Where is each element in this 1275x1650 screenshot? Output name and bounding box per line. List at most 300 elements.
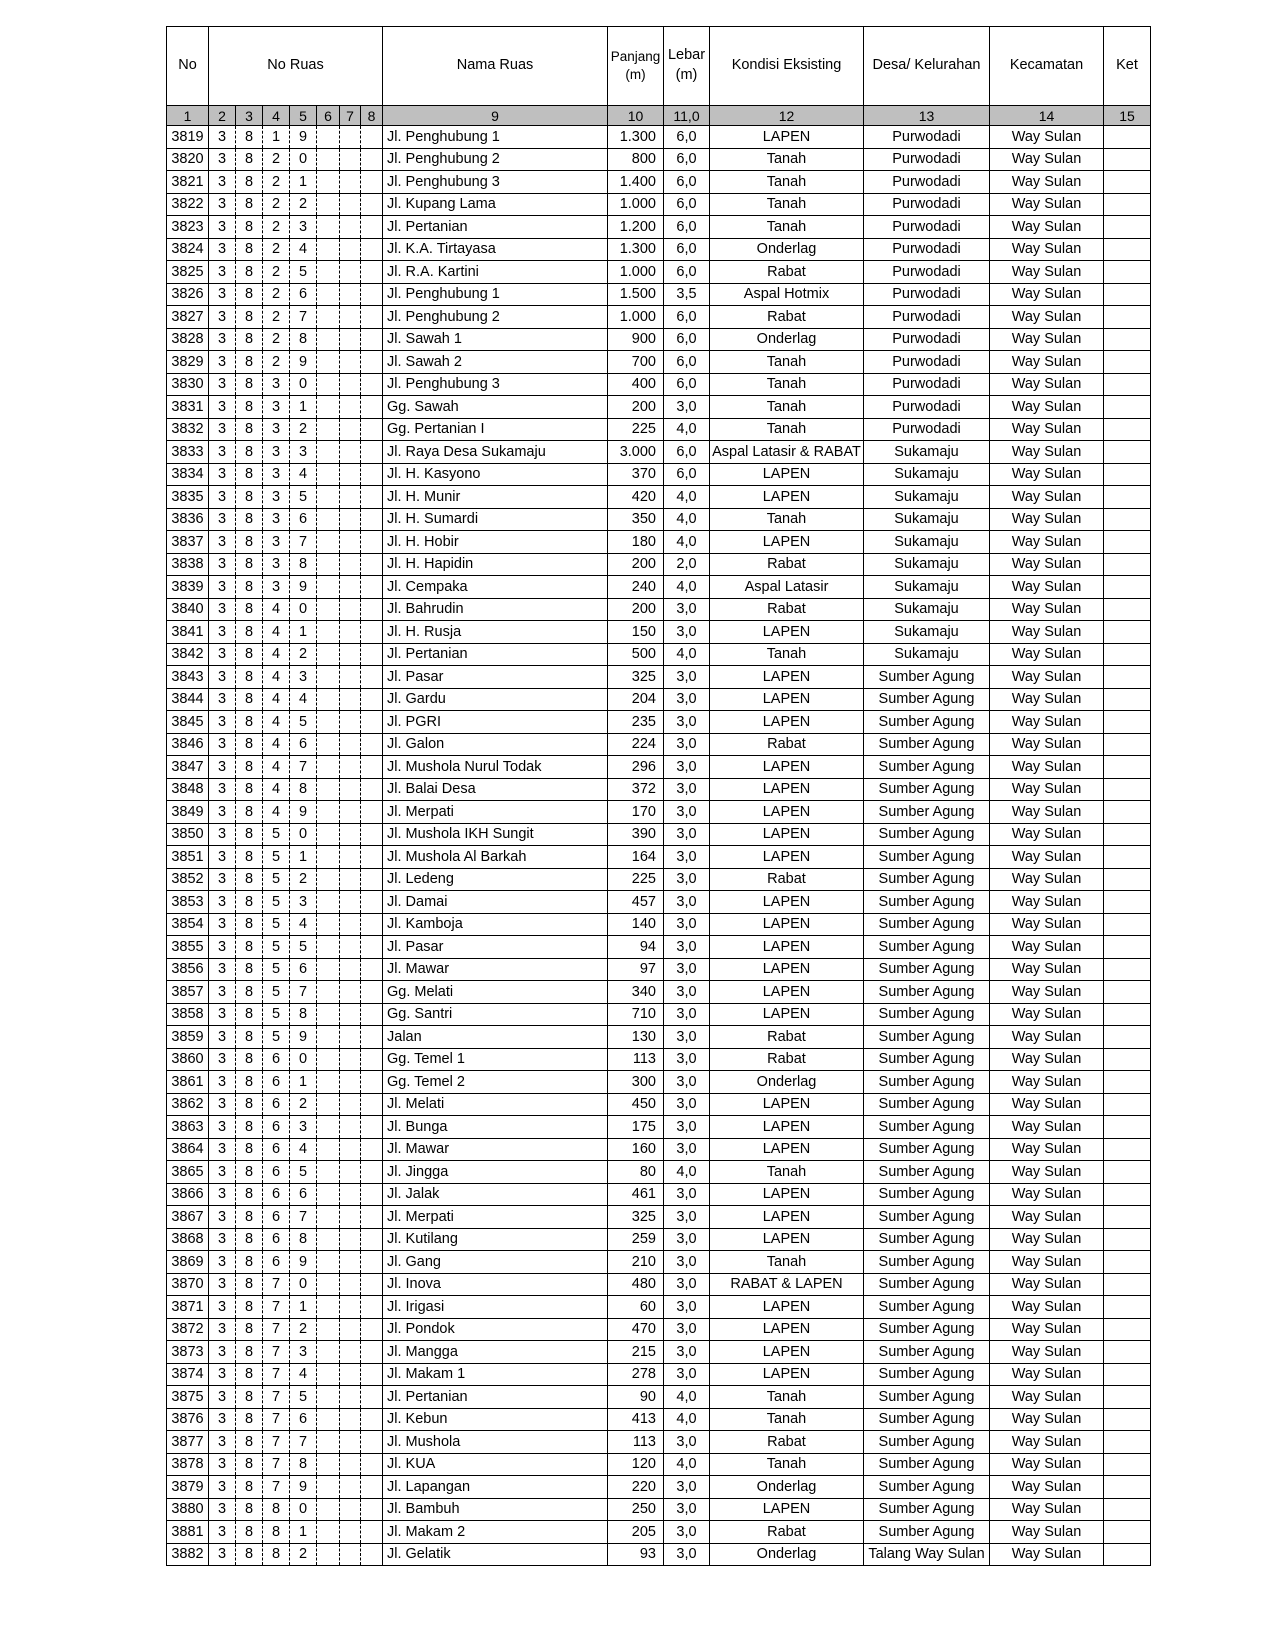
road-name: Jalan [383, 1026, 608, 1049]
road-condition: Aspal Latasir & RABAT [710, 441, 864, 464]
village: Sumber Agung [864, 1161, 990, 1184]
village: Sumber Agung [864, 778, 990, 801]
road-name: Jl. Penghubung 3 [383, 373, 608, 396]
road-length: 175 [608, 1116, 664, 1139]
ruas-digit [361, 1003, 383, 1026]
road-condition: Onderlag [710, 328, 864, 351]
ruas-digit: 7 [290, 1206, 317, 1229]
table-row [167, 1453, 1151, 1476]
road-condition: LAPEN [710, 1498, 864, 1521]
ruas-digit [340, 1498, 361, 1521]
ruas-digit: 3 [209, 1543, 236, 1566]
column-number: 4 [263, 106, 290, 126]
district: Way Sulan [990, 1003, 1104, 1026]
ruas-digit [361, 1183, 383, 1206]
village: Sumber Agung [864, 1273, 990, 1296]
road-width: 6,0 [664, 328, 710, 351]
ruas-digit: 3 [209, 1206, 236, 1229]
ruas-digit: 0 [290, 1498, 317, 1521]
district: Way Sulan [990, 238, 1104, 261]
ruas-digit [317, 553, 340, 576]
remarks [1104, 1251, 1151, 1274]
road-condition: LAPEN [710, 1183, 864, 1206]
ruas-digit [340, 621, 361, 644]
road-condition: LAPEN [710, 531, 864, 554]
ruas-digit: 5 [290, 261, 317, 284]
ruas-digit: 8 [236, 1003, 263, 1026]
road-condition: LAPEN [710, 1206, 864, 1229]
village: Sumber Agung [864, 958, 990, 981]
road-condition: Tanah [710, 1408, 864, 1431]
ruas-digit: 8 [236, 238, 263, 261]
district: Way Sulan [990, 1431, 1104, 1454]
row-number: 3853 [167, 891, 209, 914]
ruas-digit [361, 306, 383, 329]
village: Purwodadi [864, 238, 990, 261]
road-condition: LAPEN [710, 1228, 864, 1251]
ruas-digit: 8 [236, 1161, 263, 1184]
ruas-digit: 3 [209, 958, 236, 981]
ruas-digit: 1 [290, 846, 317, 869]
road-length: 1.000 [608, 306, 664, 329]
remarks [1104, 306, 1151, 329]
row-number: 3821 [167, 171, 209, 194]
road-width: 3,0 [664, 868, 710, 891]
district: Way Sulan [990, 463, 1104, 486]
road-name: Jl. Kupang Lama [383, 193, 608, 216]
village: Sukamaju [864, 486, 990, 509]
ruas-digit: 8 [236, 193, 263, 216]
road-width: 3,0 [664, 1206, 710, 1229]
road-width: 6,0 [664, 306, 710, 329]
ruas-digit: 3 [209, 1251, 236, 1274]
ruas-digit: 2 [263, 261, 290, 284]
ruas-digit [361, 1386, 383, 1409]
ruas-digit: 4 [263, 756, 290, 779]
road-condition: LAPEN [710, 463, 864, 486]
road-condition: LAPEN [710, 621, 864, 644]
ruas-digit [317, 1071, 340, 1094]
ruas-digit [340, 463, 361, 486]
ruas-digit: 3 [209, 306, 236, 329]
ruas-digit [361, 1363, 383, 1386]
ruas-digit [340, 306, 361, 329]
village: Sukamaju [864, 621, 990, 644]
ruas-digit [317, 958, 340, 981]
row-number: 3857 [167, 981, 209, 1004]
row-number: 3866 [167, 1183, 209, 1206]
table-row [167, 868, 1151, 891]
ruas-digit: 8 [263, 1521, 290, 1544]
header-panjang [608, 27, 664, 106]
road-condition: LAPEN [710, 1363, 864, 1386]
district: Way Sulan [990, 1273, 1104, 1296]
row-number: 3881 [167, 1521, 209, 1544]
remarks [1104, 238, 1151, 261]
ruas-digit: 3 [209, 1048, 236, 1071]
road-width: 3,0 [664, 1363, 710, 1386]
table-row [167, 1138, 1151, 1161]
row-number: 3831 [167, 396, 209, 419]
ruas-digit [340, 1228, 361, 1251]
district: Way Sulan [990, 396, 1104, 419]
remarks [1104, 328, 1151, 351]
district: Way Sulan [990, 1363, 1104, 1386]
ruas-digit: 3 [209, 486, 236, 509]
table-row [167, 531, 1151, 554]
remarks [1104, 598, 1151, 621]
road-width: 4,0 [664, 1453, 710, 1476]
ruas-digit: 8 [236, 1138, 263, 1161]
village: Sumber Agung [864, 711, 990, 734]
road-name: Jl. Mushola Nurul Todak [383, 756, 608, 779]
remarks [1104, 801, 1151, 824]
road-condition: Rabat [710, 1431, 864, 1454]
header-no: No [167, 27, 209, 106]
road-width: 4,0 [664, 1161, 710, 1184]
ruas-digit: 3 [209, 1228, 236, 1251]
ruas-digit: 1 [290, 621, 317, 644]
header-kecamatan: Kecamatan [990, 27, 1104, 106]
remarks [1104, 936, 1151, 959]
village: Sumber Agung [864, 1431, 990, 1454]
road-name: Gg. Melati [383, 981, 608, 1004]
district: Way Sulan [990, 1251, 1104, 1274]
ruas-digit [317, 1408, 340, 1431]
road-name: Jl. Gang [383, 1251, 608, 1274]
road-condition: LAPEN [710, 958, 864, 981]
ruas-digit [317, 508, 340, 531]
road-width: 2,0 [664, 553, 710, 576]
road-length: 205 [608, 1521, 664, 1544]
ruas-digit: 6 [263, 1183, 290, 1206]
ruas-digit [340, 553, 361, 576]
road-condition: Tanah [710, 148, 864, 171]
ruas-digit [361, 216, 383, 239]
district: Way Sulan [990, 1476, 1104, 1499]
ruas-digit [340, 1116, 361, 1139]
ruas-digit [317, 801, 340, 824]
remarks [1104, 1093, 1151, 1116]
road-width: 6,0 [664, 238, 710, 261]
ruas-digit [340, 1026, 361, 1049]
ruas-digit: 6 [263, 1116, 290, 1139]
ruas-digit: 8 [236, 1116, 263, 1139]
road-width: 6,0 [664, 261, 710, 284]
ruas-digit [340, 1206, 361, 1229]
district: Way Sulan [990, 1161, 1104, 1184]
ruas-digit [340, 396, 361, 419]
remarks [1104, 1296, 1151, 1319]
road-name: Jl. H. Kasyono [383, 463, 608, 486]
remarks [1104, 1026, 1151, 1049]
row-number: 3830 [167, 373, 209, 396]
ruas-digit: 9 [290, 1026, 317, 1049]
ruas-digit: 3 [263, 486, 290, 509]
ruas-digit [361, 1116, 383, 1139]
road-length: 215 [608, 1341, 664, 1364]
road-condition: Tanah [710, 216, 864, 239]
road-width: 3,0 [664, 1296, 710, 1319]
road-name: Jl. Penghubung 2 [383, 148, 608, 171]
road-name: Jl. Lapangan [383, 1476, 608, 1499]
ruas-digit: 8 [236, 171, 263, 194]
ruas-digit: 8 [236, 553, 263, 576]
village: Sumber Agung [864, 1318, 990, 1341]
road-width: 3,0 [664, 958, 710, 981]
ruas-digit: 2 [290, 1093, 317, 1116]
village: Sumber Agung [864, 1296, 990, 1319]
ruas-digit: 3 [209, 418, 236, 441]
ruas-digit: 0 [290, 598, 317, 621]
remarks [1104, 1228, 1151, 1251]
road-name: Jl. Mushola IKH Sungit [383, 823, 608, 846]
ruas-digit: 4 [290, 1363, 317, 1386]
district: Way Sulan [990, 1093, 1104, 1116]
ruas-digit: 3 [209, 216, 236, 239]
ruas-digit: 3 [209, 531, 236, 554]
ruas-digit [340, 1543, 361, 1566]
row-number: 3839 [167, 576, 209, 599]
village: Sukamaju [864, 643, 990, 666]
ruas-digit: 6 [263, 1251, 290, 1274]
road-length: 200 [608, 553, 664, 576]
ruas-digit: 9 [290, 1251, 317, 1274]
district: Way Sulan [990, 711, 1104, 734]
ruas-digit [361, 1138, 383, 1161]
row-number: 3858 [167, 1003, 209, 1026]
ruas-digit: 3 [290, 441, 317, 464]
ruas-digit [317, 1003, 340, 1026]
ruas-digit: 5 [263, 913, 290, 936]
ruas-digit: 2 [263, 306, 290, 329]
ruas-digit [340, 1048, 361, 1071]
village: Sumber Agung [864, 1206, 990, 1229]
table-row [167, 1228, 1151, 1251]
district: Way Sulan [990, 373, 1104, 396]
ruas-digit: 3 [209, 1498, 236, 1521]
village: Sumber Agung [864, 1138, 990, 1161]
row-number: 3835 [167, 486, 209, 509]
road-condition: Rabat [710, 1048, 864, 1071]
row-number: 3833 [167, 441, 209, 464]
remarks [1104, 711, 1151, 734]
remarks [1104, 688, 1151, 711]
row-number: 3838 [167, 553, 209, 576]
ruas-digit: 3 [209, 1521, 236, 1544]
road-length: 1.500 [608, 283, 664, 306]
road-width: 3,0 [664, 598, 710, 621]
village: Sumber Agung [864, 1341, 990, 1364]
ruas-digit: 8 [236, 711, 263, 734]
ruas-digit [361, 1453, 383, 1476]
ruas-digit: 8 [236, 463, 263, 486]
ruas-digit: 7 [263, 1341, 290, 1364]
road-name: Jl. Mushola Al Barkah [383, 846, 608, 869]
road-condition: Tanah [710, 373, 864, 396]
row-number: 3861 [167, 1071, 209, 1094]
column-number: 3 [236, 106, 263, 126]
ruas-digit [340, 1161, 361, 1184]
road-condition: LAPEN [710, 823, 864, 846]
village: Purwodadi [864, 148, 990, 171]
ruas-digit: 8 [236, 396, 263, 419]
ruas-digit [361, 868, 383, 891]
road-length: 225 [608, 418, 664, 441]
header-desa: Desa/ Kelurahan [864, 27, 990, 106]
ruas-digit [340, 846, 361, 869]
ruas-digit: 4 [263, 801, 290, 824]
table-row [167, 778, 1151, 801]
table-row [167, 711, 1151, 734]
remarks [1104, 1363, 1151, 1386]
ruas-digit: 3 [209, 801, 236, 824]
road-length: 225 [608, 868, 664, 891]
ruas-digit: 4 [263, 643, 290, 666]
row-number: 3868 [167, 1228, 209, 1251]
ruas-digit [317, 868, 340, 891]
column-number: 9 [383, 106, 608, 126]
road-length: 457 [608, 891, 664, 914]
road-condition: LAPEN [710, 1138, 864, 1161]
road-condition: Rabat [710, 598, 864, 621]
ruas-digit [317, 1138, 340, 1161]
district: Way Sulan [990, 1318, 1104, 1341]
village: Purwodadi [864, 328, 990, 351]
ruas-digit: 7 [263, 1273, 290, 1296]
ruas-digit: 2 [290, 643, 317, 666]
road-length: 1.200 [608, 216, 664, 239]
ruas-digit: 4 [263, 666, 290, 689]
road-length: 160 [608, 1138, 664, 1161]
village: Purwodadi [864, 193, 990, 216]
row-number: 3844 [167, 688, 209, 711]
row-number: 3864 [167, 1138, 209, 1161]
ruas-digit [340, 171, 361, 194]
ruas-digit: 6 [263, 1071, 290, 1094]
ruas-digit [361, 711, 383, 734]
ruas-digit [340, 1521, 361, 1544]
road-name: Jl. Penghubung 3 [383, 171, 608, 194]
road-length: 1.300 [608, 238, 664, 261]
ruas-digit [340, 1138, 361, 1161]
ruas-digit [340, 373, 361, 396]
district: Way Sulan [990, 868, 1104, 891]
remarks [1104, 1521, 1151, 1544]
road-condition: Rabat [710, 868, 864, 891]
ruas-digit [361, 621, 383, 644]
village: Purwodadi [864, 418, 990, 441]
ruas-digit [317, 1273, 340, 1296]
road-condition: Aspal Latasir [710, 576, 864, 599]
road-condition: Rabat [710, 261, 864, 284]
ruas-digit: 3 [290, 891, 317, 914]
ruas-digit: 3 [209, 463, 236, 486]
ruas-digit [340, 531, 361, 554]
ruas-digit [317, 891, 340, 914]
road-length: 900 [608, 328, 664, 351]
ruas-digit [361, 1026, 383, 1049]
ruas-digit [317, 1521, 340, 1544]
ruas-digit: 3 [263, 553, 290, 576]
ruas-digit: 1 [263, 126, 290, 149]
road-length: 204 [608, 688, 664, 711]
table-row [167, 1476, 1151, 1499]
road-length: 97 [608, 958, 664, 981]
ruas-digit [340, 328, 361, 351]
ruas-digit: 6 [290, 1183, 317, 1206]
header-no-ruas: No Ruas [209, 27, 383, 106]
ruas-digit: 6 [263, 1161, 290, 1184]
district: Way Sulan [990, 756, 1104, 779]
row-number: 3870 [167, 1273, 209, 1296]
road-width: 4,0 [664, 643, 710, 666]
road-name: Jl. Mushola [383, 1431, 608, 1454]
ruas-digit [361, 913, 383, 936]
ruas-digit [361, 756, 383, 779]
road-width: 3,0 [664, 1228, 710, 1251]
ruas-digit [340, 1318, 361, 1341]
ruas-digit: 4 [263, 688, 290, 711]
remarks [1104, 666, 1151, 689]
ruas-digit [340, 958, 361, 981]
ruas-digit [317, 1206, 340, 1229]
remarks [1104, 373, 1151, 396]
ruas-digit: 8 [236, 1228, 263, 1251]
ruas-digit [317, 1296, 340, 1319]
ruas-digit [361, 688, 383, 711]
ruas-digit: 8 [236, 1026, 263, 1049]
ruas-digit [317, 373, 340, 396]
remarks [1104, 913, 1151, 936]
district: Way Sulan [990, 283, 1104, 306]
remarks [1104, 643, 1151, 666]
ruas-digit [340, 238, 361, 261]
ruas-digit [317, 1341, 340, 1364]
ruas-digit: 3 [209, 576, 236, 599]
road-name: Jl. Sawah 2 [383, 351, 608, 374]
road-name: Jl. Merpati [383, 801, 608, 824]
road-name: Jl. H. Munir [383, 486, 608, 509]
remarks [1104, 283, 1151, 306]
ruas-digit: 7 [263, 1296, 290, 1319]
remarks [1104, 958, 1151, 981]
road-name: Jl. H. Hapidin [383, 553, 608, 576]
ruas-digit: 2 [263, 216, 290, 239]
road-name: Jl. Gelatik [383, 1543, 608, 1566]
ruas-digit: 8 [236, 418, 263, 441]
table-row [167, 1093, 1151, 1116]
row-number: 3828 [167, 328, 209, 351]
remarks [1104, 463, 1151, 486]
village: Purwodadi [864, 126, 990, 149]
header-kondisi: Kondisi Eksisting [710, 27, 864, 106]
road-condition: LAPEN [710, 711, 864, 734]
road-condition: Tanah [710, 418, 864, 441]
table-row [167, 373, 1151, 396]
ruas-digit: 7 [290, 1431, 317, 1454]
ruas-digit [361, 666, 383, 689]
road-condition: LAPEN [710, 891, 864, 914]
village: Sumber Agung [864, 1116, 990, 1139]
district: Way Sulan [990, 688, 1104, 711]
road-condition: LAPEN [710, 846, 864, 869]
ruas-digit: 6 [263, 1138, 290, 1161]
ruas-digit [361, 418, 383, 441]
road-name: Jl. Damai [383, 891, 608, 914]
row-number: 3836 [167, 508, 209, 531]
ruas-digit [361, 283, 383, 306]
